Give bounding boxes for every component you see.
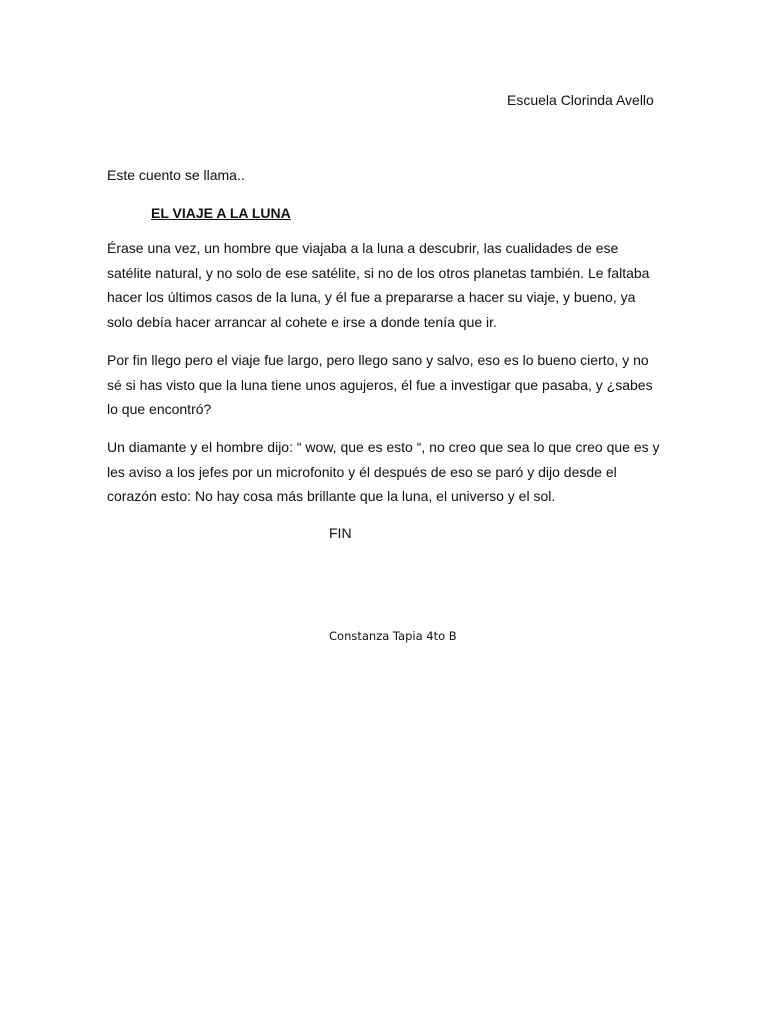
story-intro: Este cuento se llama.. <box>107 167 245 183</box>
story-ending: FIN <box>329 525 352 541</box>
story-paragraph-3: Un diamante y el hombre dijo: “ wow, que es esto “, no creo que sea lo que creo que es y les aviso a los jefes por un microfonito y él después de eso se paró y dijo desde el corazón esto: No hay cosa más brillante que la luna, el universo y el sol. <box>107 439 660 505</box>
school-name: Escuela Clorinda Avello <box>507 92 654 108</box>
story-title: EL VIAJE A LA LUNA <box>151 205 291 221</box>
author-signature: Constanza Tapia 4to B <box>329 629 457 643</box>
story-paragraph-2: Por fin llego pero el viaje fue largo, pero llego sano y salvo, eso es lo bueno cierto, y no sé si has visto que la luna tiene unos agujeros, él fue a investigar que pasaba, y ¿sabes lo que encontró? <box>107 352 653 418</box>
story-paragraph-1: Érase una vez, un hombre que viajaba a la luna a descubrir, las cualidades de ese satélite natural, y no solo de ese satélite, si no de los otros planetas también. Le faltaba hacer los últimos casos de la luna, y él fue a prepararse a hacer su viaje, y bueno, ya solo debía hacer arrancar al cohete e irse a donde tenía que ir. <box>107 240 650 331</box>
